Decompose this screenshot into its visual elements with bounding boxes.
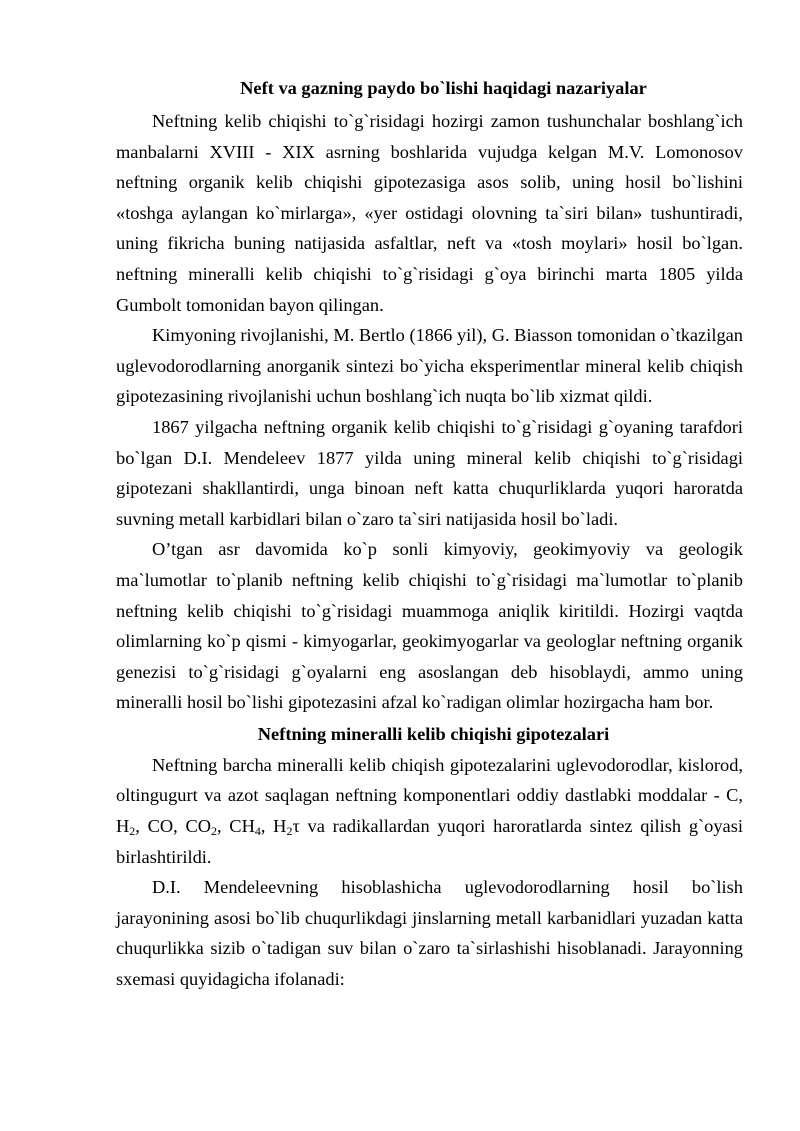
formula-text-b: , CO, CO (135, 816, 211, 837)
paragraph-modern-views: O’tgan asr davomida ko`p sonli kimyoviy, geokimyoviy va geologik ma`lumotlar to`planib neftning kelib chiqishi to`g`risidagi ma`lumotlar to`planib neftning kelib chiqishi to`g`risidagi muammoga aniqlik kiritildi. Hozirgi vaqtda olimlarning ko`p qismi - kimyogarlar, geokimyogarlar va geologlar neftning organik genezisi to`g`risidagi g`oyalarni eng asoslangan deb hisoblaydi, ammo uning mineralli hosil bo`lishi gipotezasini afzal ko`radigan olimlar hozirgacha ham bor. (116, 539, 743, 713)
page-title: Neft va gazning paydo bo`lishi haqidagi nazariyalar (240, 78, 647, 98)
document-body (116, 74, 743, 995)
paragraph-mineral-hypotheses (116, 750, 743, 872)
formula-text-a: Neftning barcha mineralli kelib chiqish gipotezalarini uglevodorodlar, kislorod, oltingugurt va azot saqlagan neftning komponentlari oddiy dastlabki moddalar - C, H (116, 754, 743, 837)
formula-text-c: , CH (217, 816, 255, 837)
formula-text-e: τ va radikallardan yuqori haroratlarda sintez qilish g`oyasi birlashtirildi. (116, 816, 743, 867)
formula-text-d: , H (260, 816, 287, 837)
formula-sub-2: 2 (211, 824, 217, 839)
formula-sub-3: 4 (254, 824, 261, 839)
paragraph-lomonosov: Neftning kelib chiqishi to`g`risidagi hozirgi zamon tushunchalar boshlang`ich manbalarni XVIII - XIX asrning boshlarida vujudga kelgan M.V. Lomonosov neftning organik kelib chiqishi gipotezasiga asos solib, uning hosil bo`lishini «toshga aylangan ko`mirlarga», «yer ostidagi olovning ta`siri bilan» tushuntiradi, uning fikricha buning natijasida asfaltlar, neft va «tosh moylari» hosil bo`lgan. neftning mineralli kelib chiqishi to`g`risidagi g`oya birinchi marta 1805 yilda Gumbolt tomonidan bayon qilingan. (116, 111, 743, 315)
formula-sub-4: 2 (286, 824, 293, 839)
formula-sub-1: 2 (129, 824, 136, 839)
section-title: Neftning mineralli kelib chiqishi gipotezalari (257, 723, 610, 744)
paragraph-mendeleev-scheme: D.I. Mendeleevning hisoblashicha uglevodorodlarning hosil bo`lish jarayonining asosi bo`lib chuqurlikdagi jinslarning metall karbanidlari yuzadan katta chuqurlikka sizib o`tadigan suv bilan o`zaro ta`sirlashishi hisoblanadi. Jarayonning sxemasi quyidagicha ifolanadi: (116, 877, 743, 990)
paragraph-mendeleev: 1867 yilgacha neftning organik kelib chiqishi to`g`risidagi g`oyaning tarafdori bo`lgan D.I. Mendeleev 1877 yilda uning mineral kelib chiqishi to`g`risidagi gipotezani shakllantirdi, unga binoan neft katta chuqurliklarda yuqori haroratda suvning metall karbidlari bilan o`zaro ta`siri natijasida hosil bo`ladi. (116, 416, 743, 529)
paragraph-bertlo: Kimyoning rivojlanishi, M. Bertlo (1866 yil), G. Biasson tomonidan o`tkazilgan uglevodorodlarning anorganik sintezi bo`yicha eksperimentlar mineral kelib chiqish gipotezasining rivojlanishi uchun boshlang`ich nuqta bo`lib xizmat qildi. (116, 325, 743, 407)
